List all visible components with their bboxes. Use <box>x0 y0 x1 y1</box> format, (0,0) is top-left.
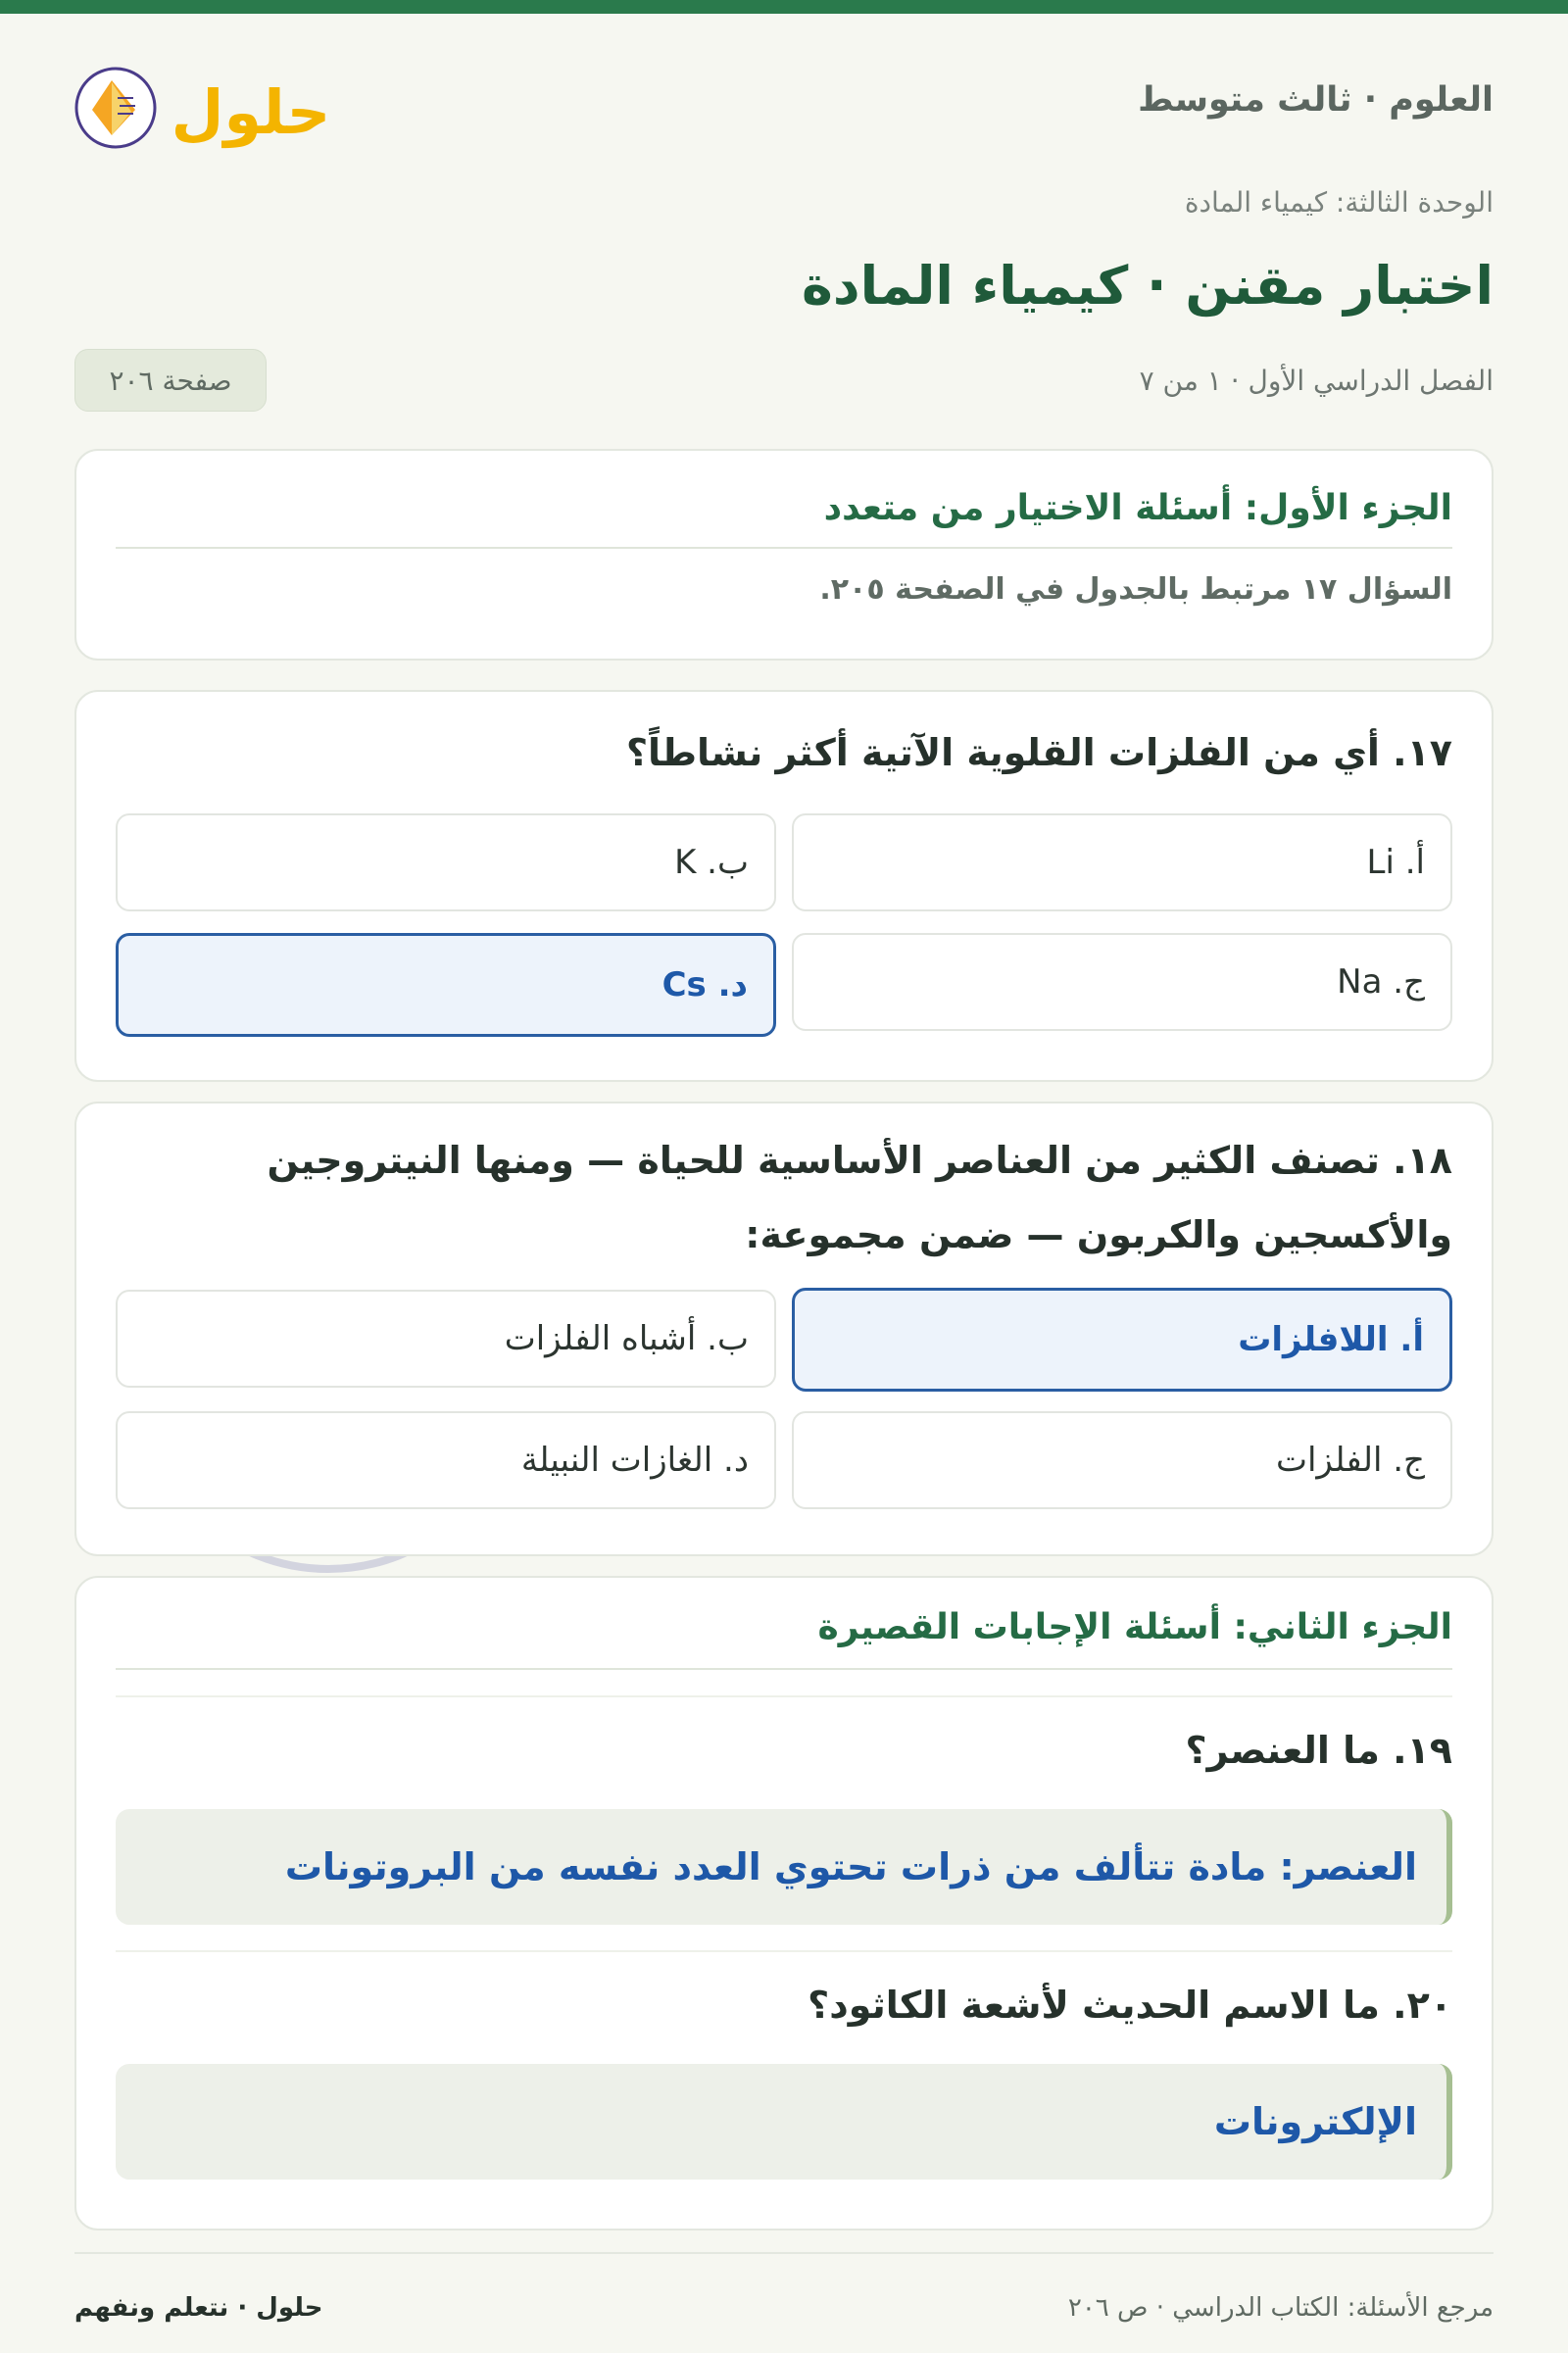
footer-brand: حلول · نتعلم ونفهم <box>74 2293 323 2323</box>
question-18-text: ١٨. تصنف الكثير من العناصر الأساسية للحياة — ومنها النيتروجين والأكسجين والكربون — ضمن مجموعة: <box>267 1139 1452 1256</box>
footer-divider <box>74 2252 1494 2254</box>
question-17-card <box>74 690 1494 1082</box>
part1-note: السؤال ١٧ مرتبط بالجدول في الصفحة ٢٠٥. <box>819 572 1452 607</box>
divider <box>116 1950 1452 1952</box>
q17-option-a[interactable]: أ. Li <box>792 813 1452 911</box>
top-accent-bar <box>0 0 1568 14</box>
page-number-badge: صفحة ٢٠٦ <box>74 349 267 412</box>
q17-option-b[interactable]: ب. K <box>116 813 776 911</box>
part1-heading: الجزء الأول: أسئلة الاختيار من متعدد <box>823 488 1452 528</box>
logo-text: حلول <box>171 76 331 148</box>
q18-option-c[interactable]: ج. الفلزات <box>792 1411 1452 1509</box>
term-label: الفصل الدراسي الأول · ١ من ٧ <box>1139 365 1494 397</box>
part2-heading: الجزء الثاني: أسئلة الإجابات القصيرة <box>817 1607 1452 1647</box>
question-19-text: ١٩. ما العنصر؟ <box>1185 1729 1452 1772</box>
unit-label: الوحدة الثالثة: كيمياء المادة <box>1184 186 1494 219</box>
part1-card <box>74 449 1494 661</box>
q17-option-c[interactable]: ج. Na <box>792 933 1452 1031</box>
question-20-text: ٢٠. ما الاسم الحديث لأشعة الكاثود؟ <box>808 1984 1452 2027</box>
subject-label: العلوم · ثالث متوسط <box>1138 80 1494 120</box>
question-18-card <box>74 1102 1494 1556</box>
question-17-text: ١٧. أي من الفلزات القلوية الآتية أكثر نشاطاً؟ <box>625 731 1452 774</box>
footer-reference: مرجع الأسئلة: الكتاب الدراسي · ص ٢٠٦ <box>1067 2293 1494 2323</box>
divider <box>116 1695 1452 1697</box>
q18-option-b[interactable]: ب. أشباه الفلزات <box>116 1290 776 1388</box>
page-title: اختبار مقنن · كيمياء المادة <box>802 255 1494 317</box>
q18-option-d[interactable]: د. الغازات النبيلة <box>116 1411 776 1509</box>
divider <box>116 547 1452 549</box>
divider <box>116 1668 1452 1670</box>
page-header <box>74 14 1494 190</box>
q17-option-d[interactable]: د. Cs <box>116 933 776 1037</box>
part2-card <box>74 1576 1494 2230</box>
question-19-answer: العنصر: مادة تتألف من ذرات تحتوي العدد نفسه من البروتونات <box>116 1809 1452 1925</box>
q18-option-a[interactable]: أ. اللافلزات <box>792 1288 1452 1392</box>
hulul-logo[interactable] <box>74 53 339 161</box>
question-20-answer: الإلكترونات <box>116 2064 1452 2180</box>
